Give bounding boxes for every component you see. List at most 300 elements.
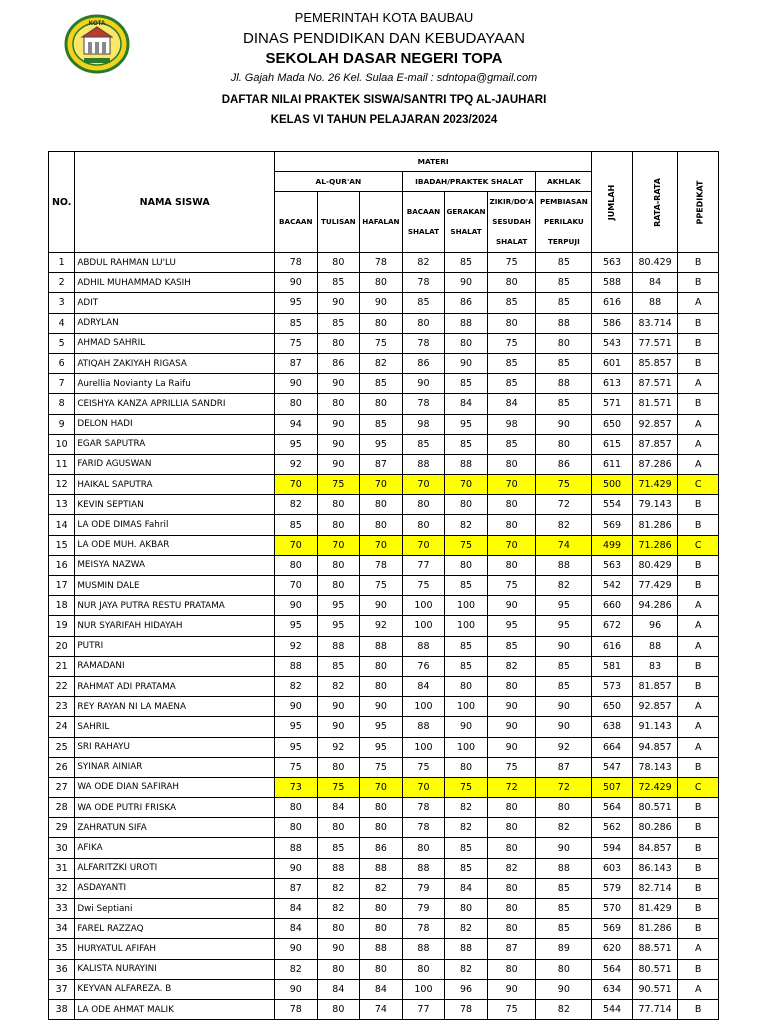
score-cell: 80.571: [632, 959, 678, 979]
table-row: [49, 535, 719, 555]
score-cell: 95: [360, 434, 403, 454]
score-cell: 85: [536, 353, 592, 373]
student-name: ABDUL RAHMAN LU'LU: [75, 253, 275, 273]
score-cell: 660: [592, 596, 633, 616]
table-row: [49, 454, 719, 474]
score-cell: 80: [487, 515, 536, 535]
table-row: [49, 353, 719, 373]
score-cell: 76: [402, 656, 445, 676]
score-cell: 70: [487, 475, 536, 495]
score-cell: 601: [592, 353, 633, 373]
score-cell: 542: [592, 576, 633, 596]
document-subtitle: KELAS VI TAHUN PELAJARAN 2023/2024: [270, 114, 498, 126]
score-cell: 80: [487, 818, 536, 838]
score-cell: 634: [592, 979, 633, 999]
score-cell: 571: [592, 394, 633, 414]
score-cell: 100: [445, 616, 488, 636]
score-cell: B: [678, 798, 719, 818]
school-address: Jl. Gajah Mada No. 26 Kel. Sulaa E-mail : sdntopa@gmail.com: [230, 72, 538, 84]
row-number: 34: [49, 919, 75, 939]
score-cell: 72.429: [632, 777, 678, 797]
score-cell: 90: [317, 697, 360, 717]
score-cell: 77.714: [632, 999, 678, 1019]
score-cell: 80: [445, 495, 488, 515]
table-row: [49, 777, 719, 797]
score-cell: 85: [317, 838, 360, 858]
row-number: 29: [49, 818, 75, 838]
department-name: DINAS PENDIDIKAN DAN KEBUDAYAAN: [242, 30, 525, 47]
score-cell: 100: [402, 979, 445, 999]
score-cell: 82: [317, 676, 360, 696]
score-cell: 94: [274, 414, 317, 434]
row-number: 35: [49, 939, 75, 959]
score-cell: 88: [360, 939, 403, 959]
score-cell: 85: [536, 899, 592, 919]
row-number: 12: [49, 475, 75, 495]
student-name: NUR SYARIFAH HIDAYAH: [75, 616, 275, 636]
score-cell: 80: [360, 495, 403, 515]
score-cell: 75: [536, 475, 592, 495]
row-number: 31: [49, 858, 75, 878]
score-cell: 78: [274, 999, 317, 1019]
score-cell: 100: [402, 616, 445, 636]
score-cell: 500: [592, 475, 633, 495]
score-cell: 672: [592, 616, 633, 636]
score-cell: 88: [402, 858, 445, 878]
score-cell: 98: [402, 414, 445, 434]
svg-text:KOTA: KOTA: [88, 21, 106, 27]
student-name: PUTRI: [75, 636, 275, 656]
score-cell: 80: [402, 838, 445, 858]
student-name: HAIKAL SAPUTRA: [75, 475, 275, 495]
score-cell: 88: [274, 838, 317, 858]
score-cell: A: [678, 636, 719, 656]
score-cell: 80: [402, 515, 445, 535]
score-cell: 82: [445, 798, 488, 818]
row-number: 14: [49, 515, 75, 535]
table-row: [49, 576, 719, 596]
score-cell: 569: [592, 919, 633, 939]
score-cell: 85: [445, 253, 488, 273]
score-cell: A: [678, 697, 719, 717]
score-cell: B: [678, 959, 719, 979]
score-cell: 90.571: [632, 979, 678, 999]
score-cell: 85: [536, 656, 592, 676]
row-number: 37: [49, 979, 75, 999]
score-cell: 90: [274, 979, 317, 999]
score-cell: 90: [402, 374, 445, 394]
score-cell: 588: [592, 273, 633, 293]
table-row: [49, 616, 719, 636]
score-cell: 87.286: [632, 454, 678, 474]
score-cell: 90: [274, 273, 317, 293]
table-row: [49, 656, 719, 676]
header-akhlak: AKHLAK: [536, 172, 592, 192]
row-number: 23: [49, 697, 75, 717]
header-predikat: PPEDIKAT: [678, 152, 719, 253]
score-cell: 81.857: [632, 676, 678, 696]
score-cell: 85: [445, 576, 488, 596]
score-cell: 80: [487, 878, 536, 898]
score-cell: 88: [536, 858, 592, 878]
score-cell: 616: [592, 293, 633, 313]
score-cell: 85: [487, 636, 536, 656]
student-name: ADHIL MUHAMMAD KASIH: [75, 273, 275, 293]
student-name: ATIQAH ZAKIYAH RIGASA: [75, 353, 275, 373]
score-cell: 75: [487, 999, 536, 1019]
score-cell: 82: [487, 858, 536, 878]
score-cell: 564: [592, 959, 633, 979]
score-cell: 72: [487, 777, 536, 797]
row-number: 33: [49, 899, 75, 919]
student-name: CEISHYA KANZA APRILLIA SANDRI: [75, 394, 275, 414]
score-cell: B: [678, 515, 719, 535]
score-cell: B: [678, 353, 719, 373]
score-cell: 80: [487, 313, 536, 333]
score-cell: 85: [274, 515, 317, 535]
student-name: DELON HADI: [75, 414, 275, 434]
score-cell: 90: [360, 293, 403, 313]
student-name: LA ODE MUH. AKBAR: [75, 535, 275, 555]
score-cell: 80: [317, 515, 360, 535]
score-cell: 80: [487, 919, 536, 939]
score-cell: 88: [317, 636, 360, 656]
score-cell: 82: [445, 515, 488, 535]
score-cell: 70: [360, 535, 403, 555]
row-number: 26: [49, 757, 75, 777]
score-cell: C: [678, 777, 719, 797]
row-number: 13: [49, 495, 75, 515]
score-cell: 80: [487, 495, 536, 515]
table-row: [49, 697, 719, 717]
score-cell: 78: [402, 273, 445, 293]
table-row: [49, 838, 719, 858]
table-row: [49, 878, 719, 898]
score-cell: 581: [592, 656, 633, 676]
score-cell: 90: [536, 636, 592, 656]
score-cell: 90: [274, 939, 317, 959]
score-cell: 586: [592, 313, 633, 333]
row-number: 7: [49, 374, 75, 394]
score-cell: 84: [317, 798, 360, 818]
score-cell: 85: [536, 676, 592, 696]
header-zikir: ZIKIR/DO'A SESUDAH SHALAT: [487, 192, 536, 253]
score-cell: 563: [592, 253, 633, 273]
score-cell: 82: [360, 353, 403, 373]
table-row: [49, 858, 719, 878]
score-cell: 70: [402, 535, 445, 555]
table-row: [49, 818, 719, 838]
score-cell: 94.857: [632, 737, 678, 757]
score-cell: 80: [274, 555, 317, 575]
score-cell: 70: [487, 535, 536, 555]
score-cell: 90: [487, 979, 536, 999]
score-cell: A: [678, 374, 719, 394]
score-cell: 75: [274, 333, 317, 353]
score-cell: B: [678, 878, 719, 898]
student-name: EGAR SAPUTRA: [75, 434, 275, 454]
score-cell: 78: [445, 999, 488, 1019]
score-cell: 81.286: [632, 919, 678, 939]
score-cell: 80: [317, 253, 360, 273]
score-cell: 80: [317, 333, 360, 353]
row-number: 30: [49, 838, 75, 858]
score-cell: 80: [487, 454, 536, 474]
score-cell: 80: [445, 555, 488, 575]
student-name: NUR JAYA PUTRA RESTU PRATAMA: [75, 596, 275, 616]
score-cell: 80: [317, 919, 360, 939]
score-cell: 90: [317, 434, 360, 454]
student-name: AHMAD SAHRIL: [75, 333, 275, 353]
score-cell: A: [678, 717, 719, 737]
score-cell: 79.143: [632, 495, 678, 515]
table-row: [49, 737, 719, 757]
score-cell: 80: [360, 818, 403, 838]
score-cell: 80: [360, 656, 403, 676]
score-cell: 638: [592, 717, 633, 737]
grades-table: [48, 151, 719, 1020]
student-name: Dwi Septiani: [75, 899, 275, 919]
table-row: [49, 313, 719, 333]
score-cell: 80: [317, 959, 360, 979]
score-cell: 80: [487, 959, 536, 979]
score-cell: 90: [536, 717, 592, 737]
score-cell: 96: [445, 979, 488, 999]
score-cell: 95: [536, 616, 592, 636]
score-cell: 80: [487, 555, 536, 575]
score-cell: 84: [402, 676, 445, 696]
score-cell: 82: [317, 899, 360, 919]
score-cell: 85: [445, 838, 488, 858]
score-cell: 77: [402, 999, 445, 1019]
student-name: Aurellia Novianty La Raifu: [75, 374, 275, 394]
score-cell: 611: [592, 454, 633, 474]
score-cell: 80: [536, 434, 592, 454]
score-cell: 85: [445, 374, 488, 394]
table-row: [49, 717, 719, 737]
score-cell: 85: [536, 293, 592, 313]
table-row: [49, 676, 719, 696]
score-cell: 85: [445, 858, 488, 878]
score-cell: 507: [592, 777, 633, 797]
student-name: WA ODE DIAN SAFIRAH: [75, 777, 275, 797]
score-cell: 70: [274, 535, 317, 555]
score-cell: 90: [536, 414, 592, 434]
score-cell: 84.857: [632, 838, 678, 858]
score-cell: 92: [274, 636, 317, 656]
row-number: 9: [49, 414, 75, 434]
score-cell: B: [678, 313, 719, 333]
score-cell: 82: [536, 576, 592, 596]
score-cell: 86: [317, 353, 360, 373]
score-cell: 89: [536, 939, 592, 959]
table-row: [49, 798, 719, 818]
score-cell: 90: [536, 838, 592, 858]
table-row: [49, 555, 719, 575]
row-number: 5: [49, 333, 75, 353]
score-cell: 80: [487, 798, 536, 818]
score-cell: B: [678, 273, 719, 293]
score-cell: 75: [360, 757, 403, 777]
score-cell: 96: [632, 616, 678, 636]
score-cell: 85: [487, 434, 536, 454]
score-cell: 95: [445, 414, 488, 434]
score-cell: 87.571: [632, 374, 678, 394]
score-cell: 75: [487, 253, 536, 273]
school-name: SEKOLAH DASAR NEGERI TOPA: [265, 50, 503, 67]
score-cell: 92.857: [632, 414, 678, 434]
header-jumlah: JUMLAH: [592, 152, 633, 253]
score-cell: 90: [317, 374, 360, 394]
score-cell: 70: [360, 777, 403, 797]
score-cell: 85: [445, 656, 488, 676]
score-cell: 564: [592, 798, 633, 818]
table-row: [49, 999, 719, 1019]
score-cell: 80: [274, 818, 317, 838]
score-cell: 90: [317, 293, 360, 313]
score-cell: B: [678, 394, 719, 414]
score-cell: 88.571: [632, 939, 678, 959]
table-row: [49, 979, 719, 999]
score-cell: 100: [402, 697, 445, 717]
score-cell: 92: [317, 737, 360, 757]
table-row: [49, 515, 719, 535]
score-cell: 86: [445, 293, 488, 313]
score-cell: 84: [317, 979, 360, 999]
score-cell: 70: [274, 475, 317, 495]
table-row: [49, 394, 719, 414]
score-cell: 80: [317, 555, 360, 575]
score-cell: 80: [445, 757, 488, 777]
score-cell: A: [678, 454, 719, 474]
score-cell: 81.286: [632, 515, 678, 535]
score-cell: 95: [360, 717, 403, 737]
score-cell: 79: [402, 899, 445, 919]
score-cell: 90: [274, 858, 317, 878]
score-cell: 72: [536, 777, 592, 797]
score-cell: 80: [317, 757, 360, 777]
score-cell: 88: [445, 454, 488, 474]
score-cell: 78: [360, 253, 403, 273]
score-cell: 100: [445, 697, 488, 717]
score-cell: 100: [402, 737, 445, 757]
student-name: LA ODE DIMAS Fahril: [75, 515, 275, 535]
table-row: [49, 919, 719, 939]
score-cell: 95: [360, 737, 403, 757]
score-cell: 90: [317, 454, 360, 474]
score-cell: 80: [360, 676, 403, 696]
score-cell: 87: [274, 353, 317, 373]
score-cell: 85: [445, 636, 488, 656]
score-cell: 563: [592, 555, 633, 575]
header-gerakan-shalat: GERAKAN SHALAT: [445, 192, 488, 253]
score-cell: 78: [402, 394, 445, 414]
score-cell: 74: [360, 999, 403, 1019]
student-name: KALISTA NURAYINI: [75, 959, 275, 979]
score-cell: 573: [592, 676, 633, 696]
score-cell: 88: [536, 313, 592, 333]
score-cell: 544: [592, 999, 633, 1019]
score-cell: 80: [445, 676, 488, 696]
table-row: [49, 475, 719, 495]
score-cell: A: [678, 434, 719, 454]
score-cell: 85: [317, 313, 360, 333]
score-cell: 90: [487, 596, 536, 616]
score-cell: 603: [592, 858, 633, 878]
header-nama-siswa: NAMA SISWA: [75, 152, 275, 253]
student-name: AFIKA: [75, 838, 275, 858]
student-name: FAREL RAZZAQ: [75, 919, 275, 939]
score-cell: B: [678, 858, 719, 878]
score-cell: 90: [317, 717, 360, 737]
table-row: [49, 374, 719, 394]
score-cell: 90: [536, 697, 592, 717]
score-cell: 75: [487, 576, 536, 596]
score-cell: 80: [360, 899, 403, 919]
score-cell: 77.571: [632, 333, 678, 353]
score-cell: B: [678, 656, 719, 676]
student-name: RAMADANI: [75, 656, 275, 676]
score-cell: 84: [487, 394, 536, 414]
row-number: 10: [49, 434, 75, 454]
score-cell: 554: [592, 495, 633, 515]
score-cell: 650: [592, 414, 633, 434]
score-cell: 82: [536, 818, 592, 838]
score-cell: 80: [274, 798, 317, 818]
row-number: 24: [49, 717, 75, 737]
score-cell: 78: [402, 919, 445, 939]
score-cell: B: [678, 999, 719, 1019]
score-cell: B: [678, 676, 719, 696]
score-cell: 85: [536, 394, 592, 414]
score-cell: 80.429: [632, 555, 678, 575]
score-cell: B: [678, 818, 719, 838]
score-cell: 80: [317, 576, 360, 596]
score-cell: 95: [274, 737, 317, 757]
score-cell: 88: [402, 717, 445, 737]
score-cell: 90: [360, 697, 403, 717]
score-cell: 87.857: [632, 434, 678, 454]
score-cell: 100: [445, 596, 488, 616]
score-cell: 88: [632, 636, 678, 656]
student-name: MUSMIN DALE: [75, 576, 275, 596]
score-cell: 95: [274, 717, 317, 737]
score-cell: 85: [317, 656, 360, 676]
score-cell: 92: [536, 737, 592, 757]
score-cell: 82: [317, 878, 360, 898]
score-cell: 82: [445, 919, 488, 939]
score-cell: 71.286: [632, 535, 678, 555]
score-cell: 579: [592, 878, 633, 898]
score-cell: 547: [592, 757, 633, 777]
score-cell: 88: [536, 555, 592, 575]
row-number: 25: [49, 737, 75, 757]
header-tulisan: TULISAN: [317, 192, 360, 253]
score-cell: 78: [402, 333, 445, 353]
score-cell: 80: [536, 798, 592, 818]
score-cell: 79: [402, 878, 445, 898]
score-cell: 80: [274, 394, 317, 414]
score-cell: 88: [274, 656, 317, 676]
score-cell: 85: [360, 414, 403, 434]
header-bacaan: BACAAN: [274, 192, 317, 253]
score-cell: 88: [445, 939, 488, 959]
score-cell: 94.286: [632, 596, 678, 616]
score-cell: 75: [360, 576, 403, 596]
score-cell: 80: [402, 959, 445, 979]
score-cell: 594: [592, 838, 633, 858]
score-cell: A: [678, 414, 719, 434]
